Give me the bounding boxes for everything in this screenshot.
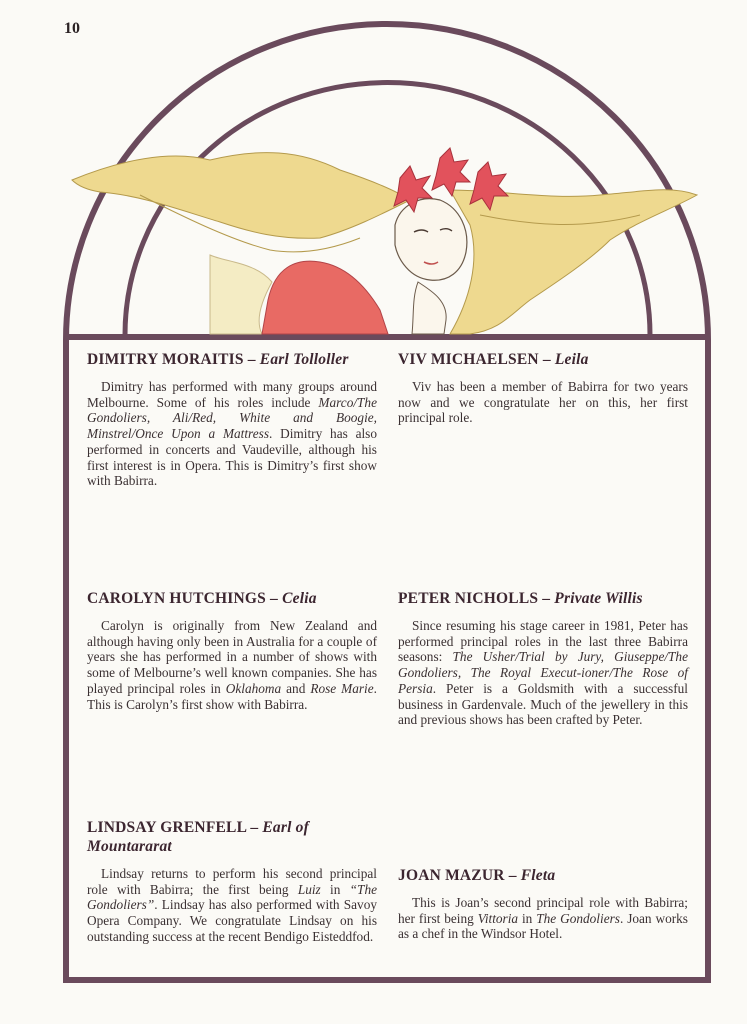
heading-dash: – (270, 590, 278, 607)
performer-name: DIMITRY MORAITIS (87, 351, 244, 368)
character-role: Fleta (520, 867, 556, 884)
hand-shape (412, 282, 446, 334)
hair-right (450, 190, 697, 334)
character-role: Celia (282, 590, 317, 607)
performer-name: PETER NICHOLLS (398, 590, 539, 607)
heading-dash: – (542, 351, 551, 368)
wing-shape (210, 255, 272, 334)
character-role: Earl Tolloller (259, 351, 349, 368)
face-shape (395, 199, 467, 281)
heading-dash: – (250, 819, 259, 836)
heading-dash: – (542, 590, 551, 607)
hair-left (72, 153, 410, 239)
bio-heading (398, 589, 688, 608)
bio-text: Since resuming his stage career in 1981, Peter has performed principal roles in the last three Babirra seasons: The Usher/Trial by Jury, Giuseppe/The Gondoliers, The Royal Execut-ioner/The Rose of Persia. Peter is a Goldsmith with a successful business in Gardenvale. Much of the jewellery in this and previous shows has been crafted by Peter. (398, 618, 688, 728)
page-number: 10 (64, 20, 80, 37)
bio-text: Lindsay returns to perform his second principal role with Babirra; the first being Luiz in “The Gondoliers”. Lindsay has also performed with Savoy Opera Company. We congratulate Lindsay on his outstanding success at the recent Bendigo Eisteddfod. (87, 866, 377, 944)
bio-heading (87, 350, 377, 369)
bio-text: Dimitry has performed with many groups around Melbourne. Some of his roles include Marco/The Gondoliers, Ali/Red, White and Boogie, Minstrel/Once Upon a Mattress. Dimitry has also performed in concerts and Vaudeville, although his first interest is in Opera. This is Dimitry’s first show with Babirra. (87, 379, 378, 489)
bio-dimitry-moraitis (87, 350, 377, 489)
flower-crown (394, 148, 508, 212)
illustration-woman (72, 148, 697, 334)
bio-heading (87, 589, 377, 608)
performer-name: CAROLYN HUTCHINGS (87, 590, 266, 607)
bio-text: Carolyn is originally from New Zealand and although having only been in Australia for a couple of years she has performed in a number of shows with some of Melbourne’s well known companies. She has played principal roles in Oklahoma and Rose Marie. This is Carolyn’s first show with Babirra. (87, 618, 377, 712)
bio-peter-nicholls (398, 589, 688, 728)
bio-heading (87, 818, 337, 856)
character-role: Private Willis (554, 590, 643, 607)
bio-heading (398, 866, 688, 885)
bio-text: This is Joan’s second principal role with Babirra; her first being Vittoria in The Gondoliers. Joan works as a chef in the Windsor Hotel. (398, 895, 688, 942)
bio-lindsay-grenfell (87, 818, 377, 945)
bio-joan-mazur (398, 866, 688, 942)
bio-carolyn-hutchings (87, 589, 377, 712)
bio-text: Viv has been a member of Babirra for two years now and we congratulate her on this, her first principal role. (398, 379, 688, 426)
performer-name: LINDSAY GRENFELL (87, 819, 247, 836)
bio-heading (398, 350, 688, 369)
character-role: Leila (554, 351, 589, 368)
heading-dash: – (508, 867, 517, 884)
bio-viv-michaelsen (398, 350, 688, 426)
dress-shape (262, 261, 388, 334)
character-role: Earl of Mountararat (87, 819, 309, 855)
heading-dash: – (247, 351, 256, 368)
performer-name: VIV MICHAELSEN (398, 351, 539, 368)
performer-name: JOAN MAZUR (398, 867, 505, 884)
